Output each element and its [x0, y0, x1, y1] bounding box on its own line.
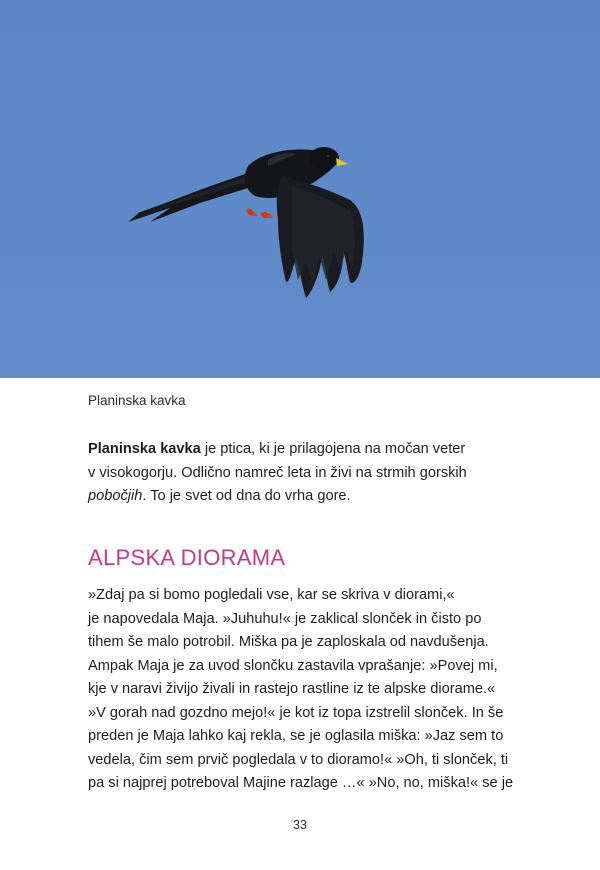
story-line: kje v naravi živijo živali in rastejo rastline iz te alpske diorame.« [88, 681, 496, 697]
story-line: tihem še malo potrobil. Miška pa je zaploskala od navdušenja. [88, 634, 489, 650]
bird-photo [0, 0, 600, 378]
story-line: Ampak Maja je za uvod slončku zastavila vprašanje: »Povej mi, [88, 657, 498, 674]
story-line: »Zdaj pa si bomo pogledali vse, kar se skriva v diorami,« [88, 587, 455, 603]
story-line: pa si najprej potreboval Majine razlage …« »No, no, miška!« se je [88, 775, 514, 791]
story-paragraph [88, 584, 528, 796]
page-number: 33 [293, 818, 307, 832]
intro-line [88, 485, 528, 509]
intro-paragraph [88, 438, 528, 509]
intro-line: v visokogorju. Odlično namreč leta in živi na strmih gorskih [88, 464, 467, 481]
bold-term: Planinska kavka [88, 441, 201, 457]
italic-term: pobočjih [88, 488, 143, 504]
section-heading: ALPSKA DIORAMA [88, 545, 286, 570]
photo-caption: Planinska kavka [88, 393, 186, 408]
story-line: »V gorah nad gozdno mejo!« je kot iz topa izstrelil slonček. In še [88, 704, 504, 721]
story-line: preden je Maja lahko kaj rekla, se je oglasila miška: »Jaz sem to [88, 728, 504, 744]
intro-line [88, 438, 528, 462]
alpine-chough-illustration [0, 0, 600, 378]
story-line: vedela, čim sem prvič pogledala v to dioramo!« »Oh, ti slonček, ti [88, 751, 509, 768]
intro-line-3-rest: . To je svet od dna do vrha gore. [142, 488, 351, 504]
story-line: je napovedala Maja. »Juhuhu!« je zaklical slonček in čisto po [88, 610, 482, 627]
intro-line-1-rest: je ptica, ki je prilagojena na močan veter [200, 441, 466, 457]
